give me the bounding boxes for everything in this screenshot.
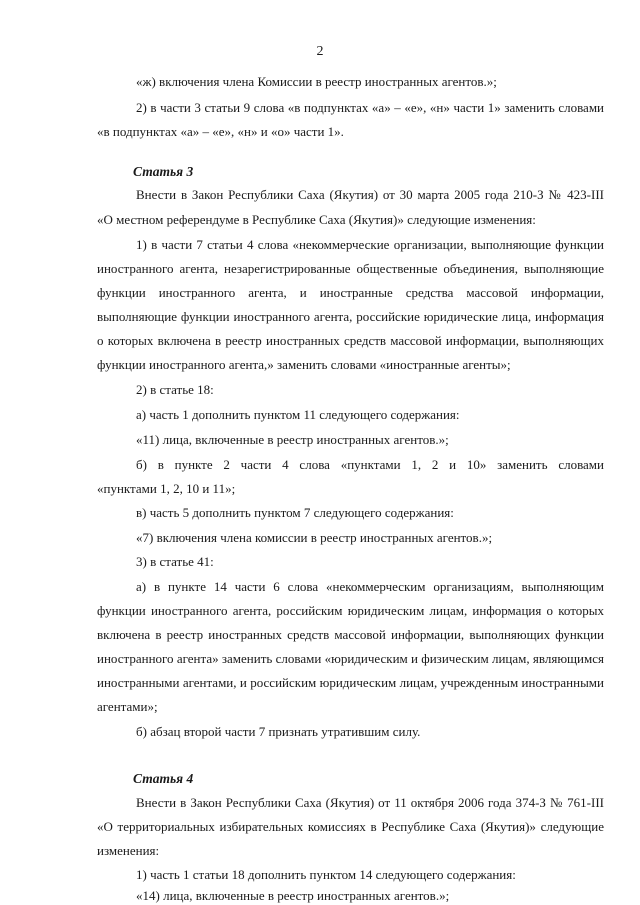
article-3-heading: Статья 3 — [133, 164, 194, 179]
text-line: «ж) включения члена Комиссии в реестр иностранных агентов.»; — [136, 74, 497, 89]
text-line: 2) в части 3 статьи 9 слова «в подпунктах «а» – «е», «н» части 1» заменить словами — [136, 100, 604, 115]
text-line: агентами»; — [97, 699, 158, 714]
page-number: 2 — [316, 44, 324, 59]
text-line: «О местном референдуме в Республике Саха (Якутия)» следующие изменения: — [97, 212, 536, 227]
text-line: б) в пункте 2 части 4 слова «пунктами 1, 2 и 10» заменить словами — [136, 457, 604, 472]
article-4-heading: Статья 4 — [133, 771, 194, 786]
text-line: иностранного агента, незарегистрированные общественные объединения, выполняющие — [97, 261, 604, 276]
text-line: 1) часть 1 статьи 18 дополнить пунктом 14 следующего содержания: — [136, 867, 516, 882]
text-line: «14) лица, включенные в реестр иностранных агентов.»; — [136, 888, 450, 903]
text-line: 2) в статье 18: — [136, 382, 214, 397]
text-line: функции иностранного агента, российским юридическим лицам, информация о которых — [97, 603, 604, 618]
text-line: иностранными агентами, и российским юридическим лицам, учрежденным иностранными — [97, 675, 604, 690]
text-line: Внести в Закон Республики Саха (Якутия) от 30 марта 2005 года 210-З № 423-III — [136, 187, 604, 202]
text-line: в) часть 5 дополнить пунктом 7 следующего содержания: — [136, 505, 454, 520]
text-line: а) в пункте 14 части 6 слова «некоммерческим организациям, выполняющим — [136, 579, 604, 594]
text-line: а) часть 1 дополнить пунктом 11 следующего содержания: — [136, 407, 460, 422]
text-line: «в подпунктах «а» – «е», «н» и «о» части 1». — [97, 124, 344, 139]
text-line: «О территориальных избирательных комиссиях в Республике Саха (Якутия)» следующие — [97, 819, 604, 834]
text-line: функции иностранного агента,» заменить словами «иностранные агенты»; — [97, 357, 511, 372]
text-line: «7) включения члена комиссии в реестр иностранных агентов.»; — [136, 530, 493, 545]
text-line: Внести в Закон Республики Саха (Якутия) от 11 октября 2006 года 374-З № 761-III — [136, 795, 604, 810]
text-line: «11) лица, включенные в реестр иностранных агентов.»; — [136, 432, 449, 447]
text-line: иностранного агента» заменить словами «юридическим и физическим лицам, являющимся — [97, 651, 604, 666]
text-line: изменения: — [97, 843, 160, 858]
text-line: 3) в статье 41: — [136, 554, 214, 569]
text-line: б) абзац второй части 7 признать утратившим силу. — [136, 724, 421, 739]
text-line: 1) в части 7 статьи 4 слова «некоммерческие организации, выполняющие функции — [136, 237, 604, 252]
text-line: «пунктами 1, 2, 10 и 11»; — [97, 481, 236, 496]
text-line: выполняющие функции иностранного агента, российские юридические лица, информация — [97, 309, 604, 324]
text-line: включена в реестр иностранных средств массовой информации, выполняющих функции — [97, 627, 604, 642]
text-line: о которых включена в реестр иностранных средств массовой информации, выполняющих — [97, 333, 604, 348]
text-line: функции иностранного агента, и иностранные средства массовой информации, — [97, 285, 604, 300]
